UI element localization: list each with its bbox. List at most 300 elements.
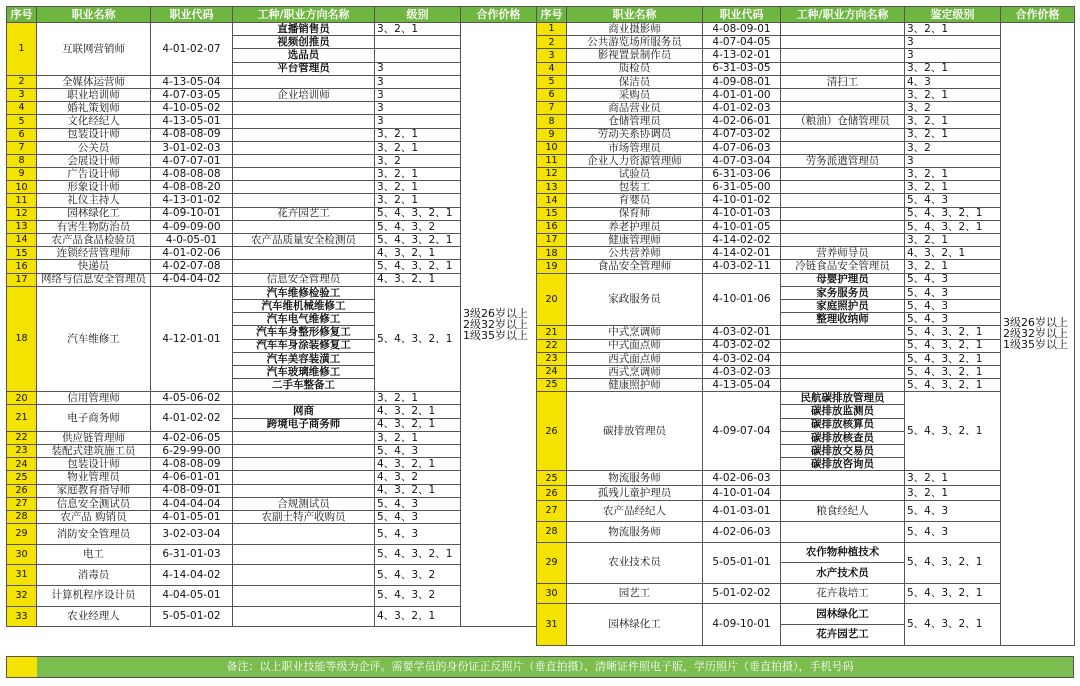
seq-cell: 3 — [7, 88, 37, 101]
occupation-code: 4-12-01-01 — [151, 286, 233, 392]
level-cell: 5、4、3、2、1 — [905, 583, 1001, 604]
occupation-code: 4-02-06-01 — [703, 115, 781, 128]
occupation-code: 4-08-09-01 — [703, 23, 781, 36]
occupation-name: 仓储管理员 — [567, 115, 703, 128]
direction-cell — [781, 181, 905, 194]
header-direction: 工种/职业方向名称 — [781, 7, 905, 23]
level-cell: 3、2、1 — [375, 168, 461, 181]
table-row — [7, 431, 537, 444]
table-row — [537, 115, 1075, 128]
seq-cell: 28 — [7, 510, 37, 523]
direction-cell — [233, 220, 375, 233]
header-price: 合作价格 — [461, 7, 537, 23]
seq-cell: 17 — [7, 273, 37, 286]
occupation-name: 质检员 — [567, 62, 703, 75]
table-row — [7, 445, 537, 458]
direction-cell — [781, 62, 905, 75]
level-cell: 4、3、2 — [375, 471, 461, 484]
table-row — [537, 128, 1075, 141]
level-cell: 3、2 — [905, 141, 1001, 154]
occupation-name: 西式面点师 — [567, 352, 703, 365]
header-seq: 序号 — [537, 7, 567, 23]
left-occupation-table — [6, 6, 537, 627]
level-cell: 5、4、3、2、1 — [375, 286, 461, 392]
direction-cell — [233, 154, 375, 167]
occupation-code: 4-01-02-02 — [151, 405, 233, 431]
occupation-name: 信息安全测试员 — [37, 497, 151, 510]
direction-cell — [233, 141, 375, 154]
direction-cell: 合规测试员 — [233, 497, 375, 510]
header-code: 职业代码 — [703, 7, 781, 23]
footer-text: 备注：以上职业技能等级为企评。需要学员的身份证正反照片（垂直拍摄）、清晰证件照电子版，学历照片（垂直拍摄），手机号码 — [226, 660, 854, 673]
level-cell: 3 — [905, 154, 1001, 167]
table-row — [537, 181, 1075, 194]
level-cell: 5、4、3 — [905, 286, 1001, 299]
occupation-name: 形象设计师 — [37, 181, 151, 194]
occupation-name: 健康照护师 — [567, 379, 703, 392]
level-cell: 5、4、3 — [375, 524, 461, 545]
occupation-name: 农产品 购销员 — [37, 510, 151, 523]
direction-cell: 网商 — [233, 405, 375, 418]
direction-cell: 水产技术员 — [781, 563, 905, 584]
direction-cell — [233, 606, 375, 627]
level-cell: 5、4、3、2 — [375, 585, 461, 606]
occupation-code: 6-31-03-06 — [703, 168, 781, 181]
level-cell: 5、4、3 — [905, 299, 1001, 312]
occupation-code: 6-29-99-00 — [151, 445, 233, 458]
direction-cell: 碳排放监测员 — [781, 405, 905, 418]
seq-cell: 26 — [537, 392, 567, 471]
occupation-name: 影视置景制作员 — [567, 49, 703, 62]
occupation-name: 电子商务师 — [37, 405, 151, 431]
seq-cell: 6 — [7, 128, 37, 141]
footer-note — [6, 656, 1074, 678]
occupation-code: 4-14-02-01 — [703, 247, 781, 260]
occupation-name: 园艺工 — [567, 583, 703, 604]
direction-cell: 劳务派遣管理员 — [781, 154, 905, 167]
seq-cell: 7 — [7, 141, 37, 154]
table-row — [537, 154, 1075, 167]
occupation-name: 会展设计师 — [37, 154, 151, 167]
level-cell — [375, 49, 461, 62]
level-cell: 5、4、3、2、1 — [905, 339, 1001, 352]
seq-cell: 3 — [537, 49, 567, 62]
occupation-code: 6-31-05-00 — [703, 181, 781, 194]
direction-cell: 视频创推员 — [233, 36, 375, 49]
table-row — [7, 102, 537, 115]
occupation-code: 4-01-02-07 — [151, 23, 233, 76]
table-row — [537, 392, 1075, 405]
price-cell: 3级26岁以上 2级32岁以上 1级35岁以上 — [461, 23, 537, 627]
occupation-name: 物流服务师 — [567, 521, 703, 542]
table-row — [7, 220, 537, 233]
occupation-name: 全媒体运营师 — [37, 75, 151, 88]
direction-cell: 园林绿化工 — [781, 604, 905, 625]
direction-cell — [781, 379, 905, 392]
table-row — [537, 247, 1075, 260]
direction-cell: 直播销售员 — [233, 23, 375, 36]
table-row — [537, 365, 1075, 378]
table-row — [537, 260, 1075, 273]
seq-cell: 23 — [537, 352, 567, 365]
table-row — [7, 458, 537, 471]
occupation-name: 孤残儿童护理员 — [567, 486, 703, 501]
direction-cell: 汽车电气维修工 — [233, 313, 375, 326]
occupation-code: 4-06-01-01 — [151, 471, 233, 484]
occupation-name: 计算机程序设计员 — [37, 585, 151, 606]
table-row — [7, 606, 537, 627]
level-cell: 3、2、1 — [905, 128, 1001, 141]
direction-cell — [781, 234, 905, 247]
table-row — [7, 544, 537, 565]
level-cell: 5、4、3、2、1 — [905, 604, 1001, 645]
table-row — [537, 352, 1075, 365]
occupation-name: 西式烹调师 — [567, 365, 703, 378]
level-cell: 3、2、1 — [905, 471, 1001, 486]
seq-cell: 4 — [537, 62, 567, 75]
occupation-code: 4-01-02-03 — [703, 102, 781, 115]
seq-cell: 15 — [7, 247, 37, 260]
occupation-code: 4-07-03-02 — [703, 128, 781, 141]
direction-cell: 营养师导员 — [781, 247, 905, 260]
seq-cell: 19 — [537, 260, 567, 273]
direction-cell — [233, 181, 375, 194]
direction-cell — [233, 431, 375, 444]
header-price: 合作价格 — [1001, 7, 1075, 23]
occupation-name: 试验员 — [567, 168, 703, 181]
seq-cell: 22 — [537, 339, 567, 352]
occupation-code: 3-02-03-04 — [151, 524, 233, 545]
direction-cell: 农产品质量安全检测员 — [233, 234, 375, 247]
table-row — [7, 247, 537, 260]
level-cell: 3、2、1 — [905, 486, 1001, 501]
level-cell: 4、3、2、1 — [375, 273, 461, 286]
level-cell: 4、3、2、1 — [375, 606, 461, 627]
level-cell: 5、4、3、2 — [375, 565, 461, 586]
seq-cell: 21 — [7, 405, 37, 431]
occupation-code: 4-03-02-04 — [703, 352, 781, 365]
table-row — [7, 154, 537, 167]
table-row — [537, 141, 1075, 154]
level-cell: 5、4、3 — [905, 273, 1001, 286]
occupation-code: 4-03-02-02 — [703, 339, 781, 352]
table-row — [7, 168, 537, 181]
level-cell: 4、3、2、1 — [375, 247, 461, 260]
direction-cell: 汽车美容装潢工 — [233, 352, 375, 365]
occupation-name: 企业人力资源管理师 — [567, 154, 703, 167]
header-direction: 工种/职业方向名称 — [233, 7, 375, 23]
occupation-name: 互联网营销师 — [37, 23, 151, 76]
table-row — [537, 194, 1075, 207]
table-row — [7, 286, 537, 299]
table-row — [537, 501, 1075, 522]
level-cell: 5、4、3 — [905, 313, 1001, 326]
occupation-name: 园林绿化工 — [37, 207, 151, 220]
direction-cell: 民航碳排放管理员 — [781, 392, 905, 405]
occupation-code: 4-13-05-04 — [151, 75, 233, 88]
occupation-code: 4-02-06-05 — [151, 431, 233, 444]
direction-cell — [233, 458, 375, 471]
table-row — [7, 497, 537, 510]
table-row — [7, 194, 537, 207]
occupation-code: 4-01-01-00 — [703, 88, 781, 101]
occupation-name: 市场管理员 — [567, 141, 703, 154]
direction-cell — [781, 88, 905, 101]
level-cell: 5、4、3、2 — [375, 220, 461, 233]
direction-cell: 家务服务员 — [781, 286, 905, 299]
occupation-code: 4-08-08-08 — [151, 168, 233, 181]
occupation-code: 4-14-02-02 — [703, 234, 781, 247]
level-cell: 3、2、1 — [375, 23, 461, 36]
table-row — [7, 524, 537, 545]
direction-cell: 农副土特产收购员 — [233, 510, 375, 523]
seq-cell: 22 — [7, 431, 37, 444]
occupation-name: 劳动关系协调员 — [567, 128, 703, 141]
direction-cell — [233, 247, 375, 260]
direction-cell: 花卉园艺工 — [781, 624, 905, 645]
seq-cell: 10 — [7, 181, 37, 194]
seq-cell: 20 — [537, 273, 567, 326]
occupation-name: 公关员 — [37, 141, 151, 154]
direction-cell — [233, 75, 375, 88]
table-row — [537, 521, 1075, 542]
occupation-code: 4-0-05-01 — [151, 234, 233, 247]
direction-cell — [781, 207, 905, 220]
occupation-name: 农产品经纪人 — [567, 501, 703, 522]
table-row — [7, 141, 537, 154]
direction-cell — [233, 565, 375, 586]
occupation-code: 5-05-01-01 — [703, 542, 781, 583]
table-row — [537, 220, 1075, 233]
table-row — [537, 23, 1075, 36]
level-cell: 3、2、1 — [905, 62, 1001, 75]
occupation-name: 育婴员 — [567, 194, 703, 207]
occupation-code: 4-02-06-03 — [703, 471, 781, 486]
direction-cell: 平台管理员 — [233, 62, 375, 75]
occupation-name: 农产品食品检验员 — [37, 234, 151, 247]
occupation-name: 礼仪主持人 — [37, 194, 151, 207]
seq-cell: 26 — [7, 484, 37, 497]
seq-cell: 23 — [7, 445, 37, 458]
direction-cell: 汽车维机械维修工 — [233, 299, 375, 312]
table-row — [537, 207, 1075, 220]
seq-cell: 14 — [537, 194, 567, 207]
occupation-code: 4-07-03-05 — [151, 88, 233, 101]
occupation-name: 家庭教育指导师 — [37, 484, 151, 497]
occupation-code: 4-13-05-04 — [703, 379, 781, 392]
table-row — [537, 88, 1075, 101]
occupation-code: 4-09-10-01 — [703, 604, 781, 645]
level-cell: 5、4、3、2、1 — [905, 352, 1001, 365]
direction-cell — [233, 260, 375, 273]
occupation-name: 供应链管理师 — [37, 431, 151, 444]
table-row — [7, 115, 537, 128]
direction-cell — [233, 524, 375, 545]
seq-cell: 15 — [537, 207, 567, 220]
direction-cell: 碳排放咨询员 — [781, 458, 905, 471]
occupation-name: 汽车维修工 — [37, 286, 151, 392]
seq-cell: 28 — [537, 521, 567, 542]
occupation-code: 4-02-07-08 — [151, 260, 233, 273]
table-row — [7, 510, 537, 523]
level-cell: 4、3、2、1 — [905, 247, 1001, 260]
seq-cell: 25 — [7, 471, 37, 484]
direction-cell: 碳排放核算员 — [781, 418, 905, 431]
header-name: 职业名称 — [37, 7, 151, 23]
table-row — [537, 583, 1075, 604]
occupation-name: 职业培训师 — [37, 88, 151, 101]
occupation-name: 采购员 — [567, 88, 703, 101]
table-row — [7, 234, 537, 247]
seq-cell: 12 — [7, 207, 37, 220]
occupation-name: 装配式建筑施工员 — [37, 445, 151, 458]
level-cell: 5、4、3、2、1 — [375, 207, 461, 220]
occupation-code: 4-09-09-00 — [151, 220, 233, 233]
direction-cell — [781, 365, 905, 378]
seq-cell: 21 — [537, 326, 567, 339]
header-seq: 序号 — [7, 7, 37, 23]
level-cell: 5、4、3 — [375, 510, 461, 523]
level-cell: 3、2、1 — [375, 431, 461, 444]
level-cell: 3、2、1 — [905, 23, 1001, 36]
seq-cell: 30 — [537, 583, 567, 604]
occupation-name: 消防安全管理员 — [37, 524, 151, 545]
table-row — [537, 339, 1075, 352]
seq-cell: 25 — [537, 471, 567, 486]
header-name: 职业名称 — [567, 7, 703, 23]
occupation-code: 4-10-01-02 — [703, 194, 781, 207]
seq-cell: 4 — [7, 102, 37, 115]
direction-cell — [781, 102, 905, 115]
level-cell: 4、3、2、1 — [375, 418, 461, 431]
occupation-name: 保育师 — [567, 207, 703, 220]
occupation-name: 包装设计师 — [37, 128, 151, 141]
level-cell: 5、4、3 — [375, 445, 461, 458]
table-row — [7, 585, 537, 606]
seq-cell: 32 — [7, 585, 37, 606]
direction-cell — [233, 585, 375, 606]
occupation-name: 农业技术员 — [567, 542, 703, 583]
table-row — [537, 49, 1075, 62]
direction-cell — [781, 521, 905, 542]
occupation-code: 4-08-08-09 — [151, 128, 233, 141]
direction-cell — [781, 352, 905, 365]
direction-cell — [781, 49, 905, 62]
seq-cell: 24 — [7, 458, 37, 471]
seq-cell: 12 — [537, 168, 567, 181]
seq-cell: 1 — [7, 23, 37, 76]
occupation-name: 中式面点师 — [567, 339, 703, 352]
seq-cell: 9 — [537, 128, 567, 141]
seq-cell: 8 — [537, 115, 567, 128]
occupation-code: 4-05-06-02 — [151, 392, 233, 405]
occupation-name: 包装工 — [567, 181, 703, 194]
seq-cell: 10 — [537, 141, 567, 154]
occupation-code: 4-10-01-05 — [703, 220, 781, 233]
level-cell: 3、2 — [375, 154, 461, 167]
table-row — [7, 207, 537, 220]
occupation-name: 消毒员 — [37, 565, 151, 586]
occupation-name: 包装设计师 — [37, 458, 151, 471]
direction-cell: 跨境电子商务师 — [233, 418, 375, 431]
direction-cell: 清扫工 — [781, 75, 905, 88]
level-cell: 3、2、1 — [905, 88, 1001, 101]
seq-cell: 16 — [537, 220, 567, 233]
occupation-name: 商业摄影师 — [567, 23, 703, 36]
direction-cell: 选品员 — [233, 49, 375, 62]
occupation-code: 4-02-06-03 — [703, 521, 781, 542]
occupation-name: 健康管理师 — [567, 234, 703, 247]
level-cell: 3、2、1 — [375, 392, 461, 405]
seq-cell: 27 — [537, 501, 567, 522]
direction-cell — [781, 168, 905, 181]
seq-cell: 1 — [537, 23, 567, 36]
direction-cell: 信息安全管理员 — [233, 273, 375, 286]
seq-cell: 29 — [7, 524, 37, 545]
level-cell: 5、4、3、2、1 — [375, 234, 461, 247]
occupation-code: 5-05-01-02 — [151, 606, 233, 627]
direction-cell — [781, 471, 905, 486]
header-code: 职业代码 — [151, 7, 233, 23]
direction-cell: 冷链食品安全管理员 — [781, 260, 905, 273]
seq-cell: 29 — [537, 542, 567, 583]
table-row — [537, 379, 1075, 392]
direction-cell — [781, 339, 905, 352]
table-row — [537, 75, 1075, 88]
seq-cell: 7 — [537, 102, 567, 115]
occupation-name: 中式烹调师 — [567, 326, 703, 339]
seq-cell: 5 — [537, 75, 567, 88]
direction-cell — [781, 486, 905, 501]
seq-cell: 14 — [7, 234, 37, 247]
occupation-code: 4-08-08-09 — [151, 458, 233, 471]
seq-cell: 27 — [7, 497, 37, 510]
level-cell: 5、4、3、2、1 — [905, 379, 1001, 392]
seq-cell: 13 — [537, 181, 567, 194]
occupation-code: 6-31-01-03 — [151, 544, 233, 565]
direction-cell — [233, 168, 375, 181]
direction-cell: 粮食经纪人 — [781, 501, 905, 522]
direction-cell: 整理收纳师 — [781, 313, 905, 326]
table-row — [7, 392, 537, 405]
direction-cell — [781, 194, 905, 207]
level-cell: 5、4、3 — [905, 521, 1001, 542]
seq-cell: 6 — [537, 88, 567, 101]
table-row — [537, 326, 1075, 339]
direction-cell — [233, 484, 375, 497]
level-cell: 5、4、3、2、1 — [905, 326, 1001, 339]
seq-cell: 11 — [7, 194, 37, 207]
occupation-name: 婚礼策划师 — [37, 102, 151, 115]
occupation-name: 广告设计师 — [37, 168, 151, 181]
occupation-code: 4-10-01-06 — [703, 273, 781, 326]
occupation-name: 快递员 — [37, 260, 151, 273]
direction-cell: 汽车车身整形修复工 — [233, 326, 375, 339]
level-cell: 5、4、3、2、1 — [375, 544, 461, 565]
occupation-name: 保洁员 — [567, 75, 703, 88]
seq-cell: 2 — [7, 75, 37, 88]
occupation-name: 物流服务师 — [567, 471, 703, 486]
occupation-name: 公共游览场所服务员 — [567, 36, 703, 49]
seq-cell: 24 — [537, 365, 567, 378]
occupation-code: 4-01-03-01 — [703, 501, 781, 522]
level-cell: 3、2、1 — [375, 141, 461, 154]
occupation-name: 文化经纪人 — [37, 115, 151, 128]
occupation-code: 4-08-09-01 — [151, 484, 233, 497]
table-row — [537, 62, 1075, 75]
table-row — [7, 471, 537, 484]
level-cell: 5、4、3、2、1 — [905, 392, 1001, 471]
